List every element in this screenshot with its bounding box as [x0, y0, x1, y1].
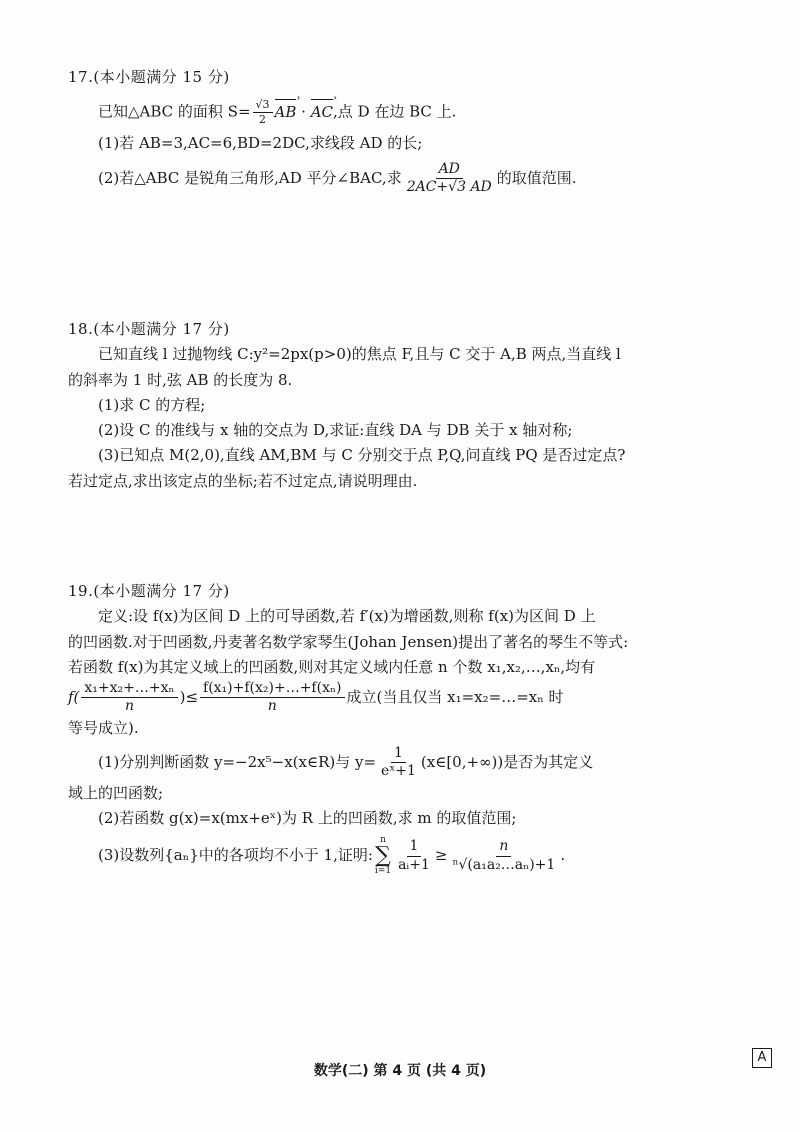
problem-18-part-2: (2)设 C 的准线与 x 轴的交点为 D,求证:直线 DA 与 DB 关于 x 轴对称;	[98, 421, 573, 439]
logistic-fraction	[378, 746, 419, 780]
frac-den: n	[124, 698, 134, 715]
part2-text-a: (2)若△ABC 是锐角三角形,AD 平分∠BAC,求	[98, 168, 402, 187]
problem-19-def-1: 定义:设 f(x)为区间 D 上的可导函数,若 f′(x)为增函数,则称 f(x)为区间 D 上	[98, 607, 596, 626]
problem-19-def-2: 的凹函数.对于凹函数,丹麦著名数学家琴生(Johan Jensen)提出了著名的琴生不等式:	[68, 632, 629, 651]
problem-18-stem-2: 的斜率为 1 时,弦 AB 的长度为 8.	[68, 370, 293, 389]
ge-sign: ≥	[434, 846, 448, 865]
ad-ratio-fraction	[404, 162, 495, 196]
problem-19-part-1-cont: 域上的凹函数;	[68, 783, 164, 802]
frac-den: 2AC+√3 AD	[406, 179, 492, 196]
dot-operator: ·	[296, 102, 311, 121]
sum-upper: n	[380, 835, 386, 846]
sum-sign: ∑	[375, 843, 391, 869]
ineq-close: )	[179, 687, 186, 706]
sum-lower: i=1	[374, 866, 392, 877]
frac-num: 1	[391, 746, 406, 763]
frac-den: ⁿ√(a₁a₂…aₙ)+1	[452, 856, 556, 873]
frac-num: √3	[253, 99, 273, 113]
problem-19-def-3: 若函数 f(x)为其定义域上的凹函数,则对其定义域内任意 n 个数 x₁,x₂,…,xₙ,均有	[68, 657, 596, 676]
stem-text-a: 已知△ABC 的面积 S=	[98, 102, 251, 121]
frac-num: x₁+x₂+…+xₙ	[81, 681, 177, 698]
problem-18-part-3-cont: 若过定点,求出该定点的坐标;若不过定点,请说明理由.	[68, 471, 418, 490]
part3-text-a: (3)设数列{aₙ}中的各项均不小于 1,证明:	[98, 846, 373, 865]
problem-18	[68, 318, 768, 499]
problem-19-def-4: 等号成立).	[68, 718, 139, 737]
vector-ab: › AB	[275, 101, 297, 124]
problem-19-heading: 19.(本小题满分 17 分)	[68, 582, 230, 600]
part1-text-b: (x∈[0,+∞))是否为其定义	[420, 752, 594, 771]
problem-17-part-2	[68, 162, 768, 196]
problem-18-part-3: (3)已知点 M(2,0),直线 AM,BM 与 C 分别交于点 P,Q,问直线 PQ 是否过定点?	[98, 446, 626, 465]
problem-17-heading: 17.(本小题满分 15 分)	[68, 68, 230, 86]
mean-fraction	[81, 681, 177, 715]
ineq-tail: 成立(当且仅当 x₁=x₂=…=xₙ 时	[346, 687, 564, 706]
sqrt3-over-2	[253, 99, 273, 126]
problem-19-part-2: (2)若函数 g(x)=x(mx+eˣ)为 R 上的凹函数,求 m 的取值范围;	[98, 809, 517, 828]
frac-den: eˣ+1	[381, 763, 416, 780]
ineq-f: f(	[68, 687, 80, 706]
average-fraction	[200, 681, 344, 715]
frac-den: n	[267, 698, 277, 715]
summation-symbol	[375, 836, 391, 876]
problem-18-stem-1: 已知直线 l 过抛物线 C:y²=2px(p>0)的焦点 F,且与 C 交于 A,B 两点,当直线 l	[98, 345, 621, 364]
page-footer: 数学(二) 第 4 页 (共 4 页)	[313, 1063, 487, 1079]
problem-17-part-1: (1)若 AB=3,AC=6,BD=2DC,求线段 AD 的长;	[98, 134, 423, 153]
frac-den: aᵢ+1	[398, 856, 430, 873]
paper-version-badge: A	[752, 1048, 772, 1068]
part2-text-b: 的取值范围.	[496, 168, 577, 187]
period: .	[560, 846, 566, 865]
vector-ac: › AC	[311, 101, 333, 124]
frac-den: 2	[259, 113, 267, 127]
reciprocal-fraction	[395, 839, 433, 873]
frac-num: f(x₁)+f(x₂)+…+f(xₙ)	[200, 681, 344, 698]
problem-17	[68, 66, 768, 201]
problem-17-stem	[68, 99, 768, 126]
frac-num: n	[496, 839, 511, 856]
frac-num: AD	[436, 162, 463, 179]
part1-text-a: (1)分别判断函数 y=−2x⁵−x(x∈R)与 y=	[98, 752, 377, 771]
problem-18-part-1: (1)求 C 的方程;	[98, 395, 206, 414]
problem-19-part-3	[68, 836, 768, 876]
problem-18-heading: 18.(本小题满分 17 分)	[68, 320, 230, 338]
problem-19	[68, 580, 768, 882]
geometric-mean-fraction	[449, 839, 558, 873]
jensen-inequality	[68, 681, 768, 715]
frac-num: 1	[407, 839, 422, 856]
problem-19-part-1	[68, 746, 768, 780]
stem-text-b: ,点 D 在边 BC 上.	[333, 102, 457, 121]
ineq-le: ≤	[185, 687, 199, 706]
